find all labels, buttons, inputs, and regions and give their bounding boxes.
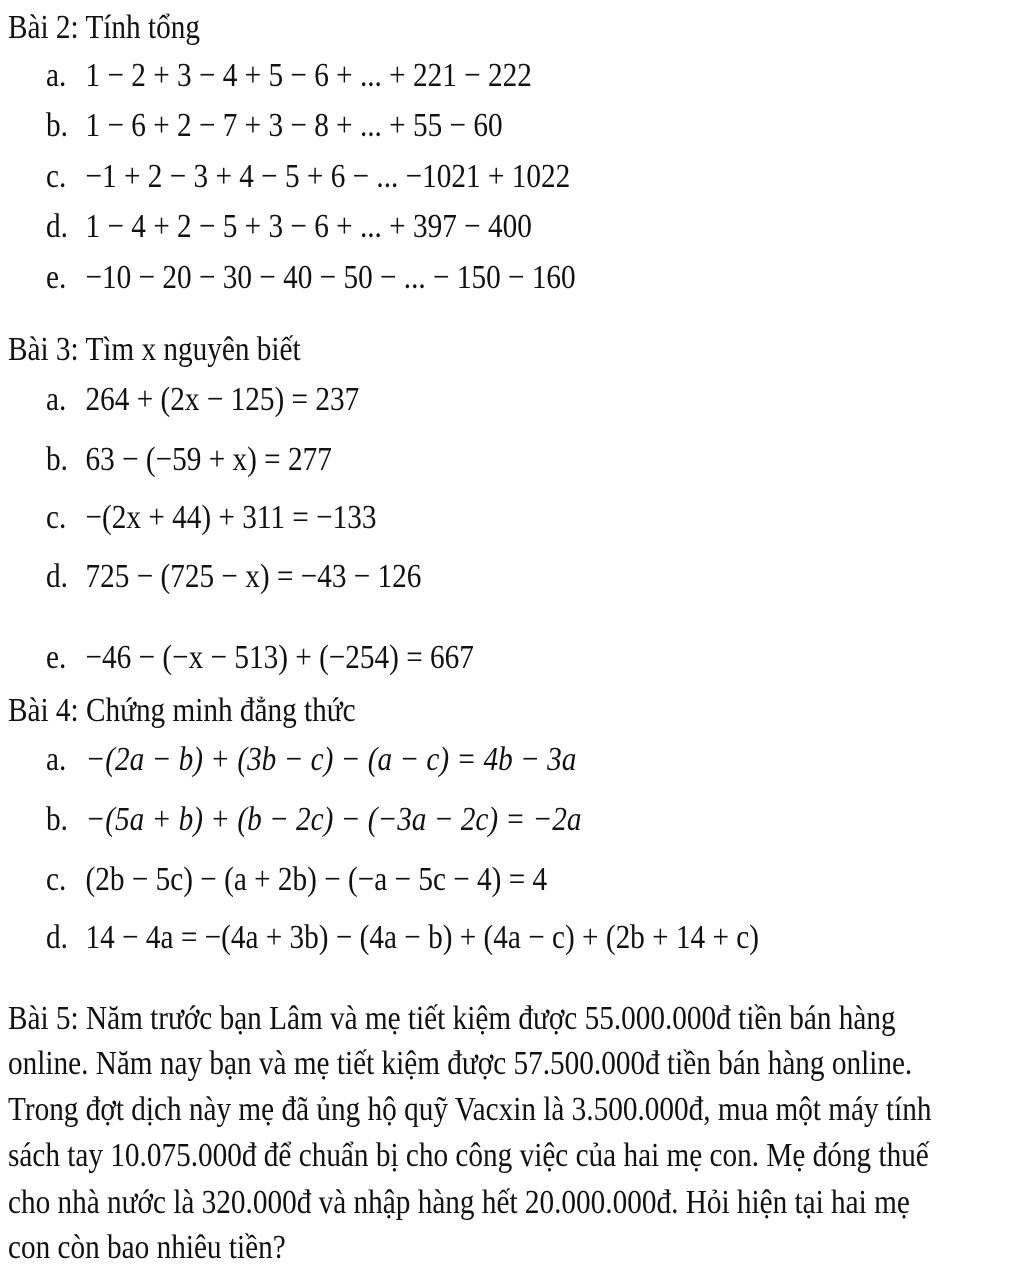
exercise-5-line: sách tay 10.075.000đ để chuẩn bị cho công việc của hai mẹ con. Mẹ đóng thuế (8, 1137, 929, 1174)
item-label: b. (46, 107, 68, 144)
item-label: e. (46, 259, 67, 296)
item-label: a. (46, 381, 67, 418)
exercise-3-item-b (46, 440, 332, 480)
math-expression: −(2a − b) + (3b − c) − (a − c) = 4b − 3a (85, 741, 577, 778)
exercise-4-item-a (46, 740, 576, 780)
math-expression: 725 − (725 − x) = −43 − 126 (85, 558, 422, 595)
math-expression: 1 − 6 + 2 − 7 + 3 − 8 + ... + 55 − 60 (85, 107, 503, 144)
math-expression: 1 − 2 + 3 − 4 + 5 − 6 + ... + 221 − 222 (85, 57, 532, 94)
exercise-5-line: Bài 5: Năm trước bạn Lâm và mẹ tiết kiệm được 55.000.000đ tiền bán hàng (8, 1000, 896, 1037)
math-expression: −10 − 20 − 30 − 40 − 50 − ... − 150 − 160 (85, 259, 576, 296)
exercise-3-item-c (46, 498, 376, 538)
exercise-4-item-c (46, 860, 547, 900)
item-label: d. (46, 919, 68, 956)
math-expression: −(5a + b) + (b − 2c) − (−3a − 2c) = −2a (85, 801, 582, 838)
item-label: d. (46, 558, 68, 595)
item-label: c. (46, 861, 67, 898)
item-label: a. (46, 57, 67, 94)
exercise-5-line: Trong đợt dịch này mẹ đã ủng hộ quỹ Vacxin là 3.500.000đ, mua một máy tính (8, 1091, 932, 1128)
math-expression: 1 − 4 + 2 − 5 + 3 − 6 + ... + 397 − 400 (85, 208, 532, 245)
item-label: b. (46, 801, 68, 838)
math-expression: −(2x + 44) + 311 = −133 (85, 499, 377, 536)
exercise-3-title: Bài 3: Tìm x nguyên biết (8, 331, 301, 368)
exercise-2-title: Bài 2: Tính tổng (8, 9, 200, 46)
exercise-2-item-d (46, 207, 532, 247)
exercise-2-item-a (46, 56, 532, 96)
exercise-2-item-b (46, 106, 503, 146)
math-expression: 14 − 4a = −(4a + 3b) − (4a − b) + (4a − c) + (2b + 14 + c) (85, 919, 759, 956)
exercise-4-item-b (46, 800, 581, 840)
item-label: e. (46, 639, 67, 676)
exercise-4-title: Bài 4: Chứng minh đẳng thức (8, 692, 356, 729)
exercise-5-line: online. Năm nay bạn và mẹ tiết kiệm được 57.500.000đ tiền bán hàng online. (8, 1045, 913, 1082)
exercise-4-item-d (46, 918, 759, 958)
exercise-3-item-a (46, 380, 359, 420)
exercise-3-item-e (46, 638, 474, 678)
exercise-5-line: con còn bao nhiêu tiền? (8, 1229, 286, 1266)
math-expression: 264 + (2x − 125) = 237 (85, 381, 360, 418)
item-label: d. (46, 208, 68, 245)
exercise-3-item-d (46, 557, 421, 597)
exercise-2-item-c (46, 157, 570, 197)
math-expression: (2b − 5c) − (a + 2b) − (−a − 5c − 4) = 4 (85, 861, 548, 898)
item-label: a. (46, 741, 67, 778)
math-expression: −46 − (−x − 513) + (−254) = 667 (85, 639, 474, 676)
item-label: c. (46, 499, 67, 536)
exercise-2-item-e (46, 258, 576, 298)
item-label: b. (46, 441, 68, 478)
item-label: c. (46, 158, 67, 195)
exercise-5-line: cho nhà nước là 320.000đ và nhập hàng hết 20.000.000đ. Hỏi hiện tại hai mẹ (8, 1184, 910, 1221)
math-expression: −1 + 2 − 3 + 4 − 5 + 6 − ... −1021 + 1022 (85, 158, 571, 195)
math-expression: 63 − (−59 + x) = 277 (85, 441, 332, 478)
